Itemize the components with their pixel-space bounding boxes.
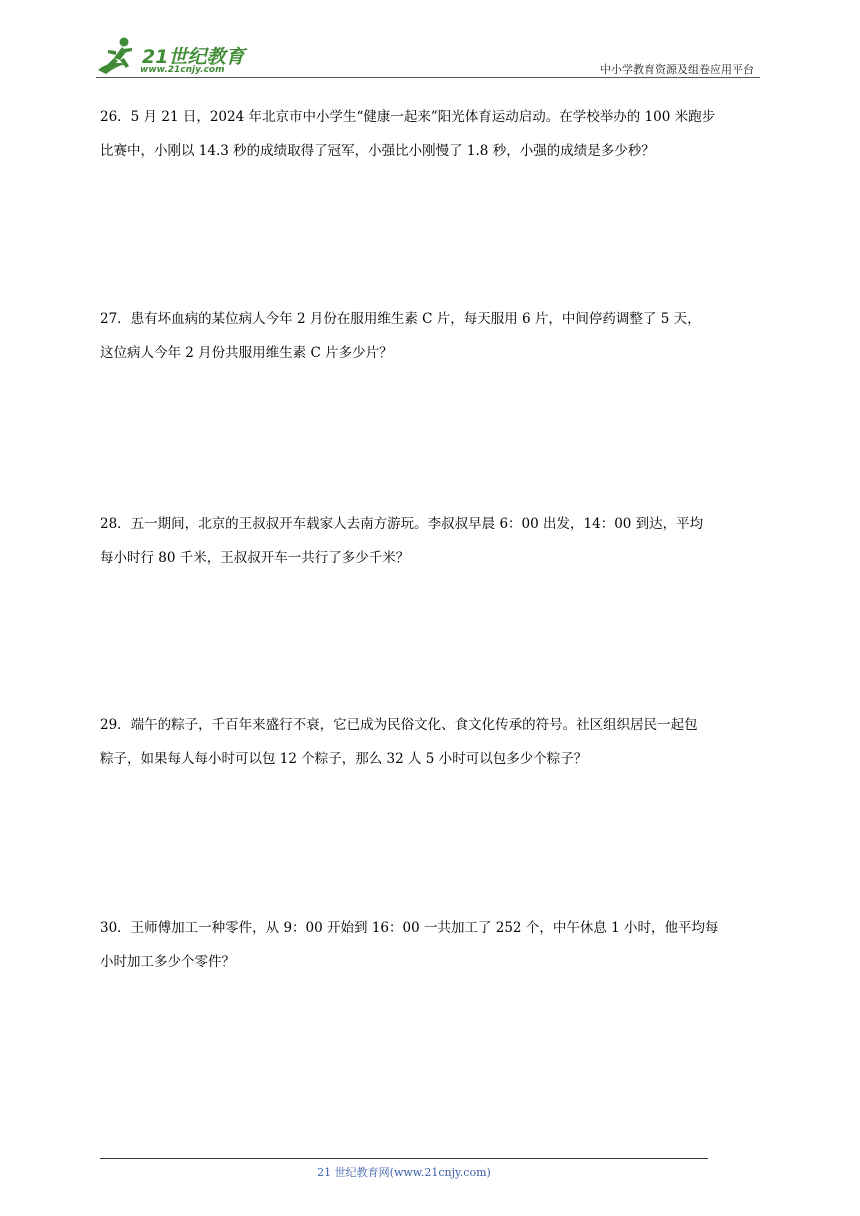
question-text-line: 粽子，如果每人每小时可以包 12 个粽子，那么 32 人 5 小时可以包多少个粽子？ — [100, 751, 588, 767]
question-text-line: 这位病人今年 2 月份共服用维生素 C 片多少片？ — [100, 345, 393, 361]
question-text-line: 比赛中，小刚以 14.3 秒的成绩取得了冠军，小强比小刚慢了 1.8 秒，小强的成绩是多少秒？ — [100, 143, 655, 159]
question-26 — [100, 100, 765, 168]
question-text-line: 26．5 月 21 日，2024 年北京市中小学生“健康一起来”阳光体育运动启动。在学校举办的 100 米跑步 — [100, 109, 716, 125]
header-tagline: 中小学教育资源及组卷应用平台 — [600, 63, 754, 76]
question-27 — [100, 302, 765, 370]
question-text-line: 28．五一期间，北京的王叔叔开车载家人去南方游玩。李叔叔早晨 6：00 出发，14：00 到达，平均 — [100, 516, 704, 532]
question-text-line: 27．患有坏血病的某位病人今年 2 月份在服用维生素 C 片，每天服用 6 片，中间停药调整了 5 天， — [100, 311, 701, 327]
question-28 — [100, 507, 765, 575]
question-text-line: 每小时行 80 千米，王叔叔开车一共行了多少千米？ — [100, 550, 410, 566]
logo-url: www.21cnjy.com — [140, 65, 225, 75]
question-text-line: 29．端午的粽子，千百年来盛行不衰，它已成为民俗文化、食文化传承的符号。社区组织居民一起包 — [100, 717, 698, 733]
question-text-line: 30．王师傅加工一种零件，从 9：00 开始到 16：00 一共加工了 252 个，中午休息 1 小时，他平均每 — [100, 920, 719, 936]
site-logo — [96, 34, 266, 76]
question-30 — [100, 911, 765, 979]
question-text-line: 小时加工多少个零件？ — [100, 954, 235, 970]
footer-link[interactable]: 21 世纪教育网(www.21cnjy.com) — [317, 1166, 491, 1179]
question-29 — [100, 708, 765, 776]
runner-logo-icon — [96, 34, 140, 76]
page-header — [96, 30, 760, 78]
footer-divider — [100, 1158, 708, 1159]
header-divider — [96, 77, 760, 78]
logo-title: 21世纪教育 — [142, 46, 245, 68]
